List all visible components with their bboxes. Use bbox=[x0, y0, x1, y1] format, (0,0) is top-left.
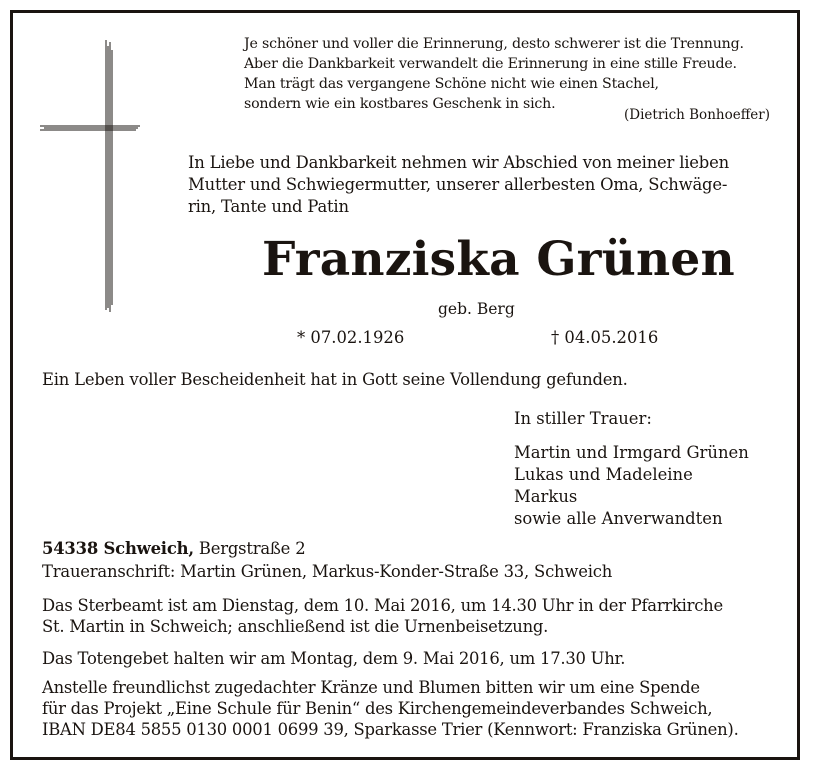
closing-line: Ein Leben voller Bescheidenheit hat in Gott seine Vollendung gefunden. bbox=[42, 370, 628, 389]
quote-line: Je schöner und voller die Erinnerung, desto schwerer ist die Trennung. bbox=[244, 36, 744, 52]
mourner-name: sowie alle Anverwandten bbox=[514, 509, 723, 528]
quote-line: Aber die Dankbarkeit verwandelt die Erinnerung in eine stille Freude. bbox=[244, 56, 737, 72]
mourners-block bbox=[514, 408, 749, 530]
deceased-name: Franziska Grünen bbox=[262, 232, 735, 287]
mourner-name: Lukas und Madeleine bbox=[514, 465, 693, 484]
paragraph-line: IBAN DE84 5855 0130 0001 0699 39, Sparkasse Trier (Kennwort: Franziska Grünen). bbox=[42, 720, 739, 739]
condolence-address: Traueranschrift: Martin Grünen, Markus-Konder-Straße 33, Schweich bbox=[42, 562, 613, 581]
paragraph-line: St. Martin in Schweich; anschließend ist die Urnenbeisetzung. bbox=[42, 617, 549, 636]
death-date: † 04.05.2016 bbox=[551, 328, 659, 347]
prayer-paragraph bbox=[42, 648, 625, 669]
mourner-name: Martin und Irmgard Grünen bbox=[514, 443, 749, 462]
mourners-heading: In stiller Trauer: bbox=[514, 409, 652, 428]
intro-line: In Liebe und Dankbarkeit nehmen wir Abschied von meiner lieben bbox=[188, 153, 729, 172]
mourner-name: Markus bbox=[514, 487, 578, 506]
paragraph-line: Das Totengebet halten wir am Montag, dem 9. Mai 2016, um 17.30 Uhr. bbox=[42, 649, 626, 668]
home-address bbox=[42, 539, 305, 558]
intro-text bbox=[188, 152, 729, 218]
paragraph-line: für das Projekt „Eine Schule für Benin“ des Kirchengemeindeverbandes Schweich, bbox=[42, 699, 713, 718]
birth-date: * 07.02.1926 bbox=[297, 328, 405, 347]
donation-paragraph bbox=[42, 677, 739, 740]
cross-icon bbox=[40, 40, 140, 315]
paragraph-line: Das Sterbeamt ist am Dienstag, dem 10. Mai 2016, um 14.30 Uhr in der Pfarrkirche bbox=[42, 596, 723, 615]
address-street: Bergstraße 2 bbox=[198, 539, 306, 558]
quote-line: sondern wie ein kostbares Geschenk in sich. bbox=[244, 96, 556, 112]
born-name: geb. Berg bbox=[438, 300, 515, 318]
quote-line: Man trägt das vergangene Schöne nicht wie einen Stachel, bbox=[244, 76, 659, 92]
address-city: 54338 Schweich, bbox=[42, 539, 194, 558]
bonhoeffer-quote bbox=[244, 34, 744, 114]
funeral-mass-paragraph bbox=[42, 595, 723, 637]
paragraph-line: Anstelle freundlichst zugedachter Kränze und Blumen bitten wir um eine Spende bbox=[42, 678, 700, 697]
quote-author: (Dietrich Bonhoeffer) bbox=[624, 107, 770, 123]
intro-line: rin, Tante und Patin bbox=[188, 197, 349, 216]
intro-line: Mutter und Schwiegermutter, unserer allerbesten Oma, Schwäge- bbox=[188, 175, 728, 194]
